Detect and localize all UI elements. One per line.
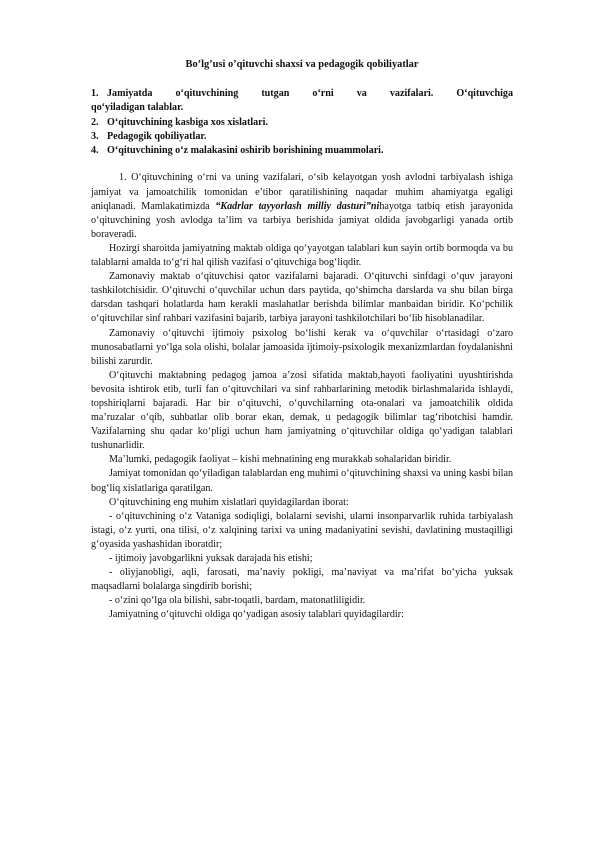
- outline-item-1: [91, 87, 513, 101]
- list-item-2: - ijtimoiy javobgarlikni yuksak darajada his etishi;: [109, 553, 313, 565]
- topic-outline: [91, 87, 513, 158]
- paragraph-4: Zamonaviy o‘qituvchi ijtimoiy psixolog bo‘lishi kerak va o‘quvchilar o‘rtasidagi o‘zaro munosabatlarni yo‘lga sola olishi, bolalar jamoasida ijtimoiy-psixologik mexanizmlardan foydalanishni bilishi zarurdir.: [91, 327, 513, 367]
- paragraph-9: Jamiyatning o‘qituvchi oldiga qo‘yadigan asosiy talablari quyidagilardir:: [109, 609, 404, 621]
- paragraph-1-text-end: hayotga tatbiq etish jarayonida o‘qituvchining yosh avlodga ta’lim va tarbiya berishida jamiyat oldida javobgarligi yanada ortib boraveradi.: [91, 200, 513, 240]
- paragraph-5: O‘qituvchi maktabning pedagog jamoa a’zosi sifatida maktab,hayoti faoliyatini uyushtirishda bevosita ishtirok etib, turli fan o‘qituvchilari va sinf rahbarlarining metodik birlashmalarida ishlaydi, topshiriqlarni bajaradi. Har bir o‘qituvchi, o‘quvchilarning ota-onalari va jamoatchilik oldida ma’ruzalar o‘qib, suhbatlar olib borar ekan, demak, u pedagogik bilimlar tag‘ribotchisi hamdir. Vazifalarning shu qadar ko‘pligi uchun ham jamiyatning o‘qituvchilar oldiga qo‘yadigan talablari tushunarlidir.: [91, 369, 513, 452]
- outline-text: O‘qituvchining kasbiga xos xislatlari.: [107, 116, 268, 128]
- outline-item-1-continuation: qo‘yiladigan talablar.: [91, 102, 184, 114]
- document-page: [91, 58, 513, 622]
- outline-number: 4.: [91, 145, 99, 157]
- outline-text: Jamiyatda o‘qituvchining tutgan o‘rni va vazifalari. O‘qituvchiga: [107, 88, 513, 99]
- page-title: Bo’lg’usi o’qituvchi shaxsi va pedagogik qobiliyatlar: [185, 59, 419, 70]
- paragraph-1: [91, 171, 513, 241]
- outline-text: Pedagogik qobiliyatlar.: [107, 130, 207, 142]
- outline-text: O‘qituvchining o‘z malakasini oshirib borishining muammolari.: [107, 145, 384, 157]
- outline-number: 2.: [91, 116, 99, 128]
- paragraph-6: Ma’lumki, pedagogik faoliyat – kishi mehnatining eng murakkab sohalaridan biridir.: [109, 454, 452, 466]
- outline-number: 1.: [91, 88, 99, 99]
- outline-number: 3.: [91, 130, 99, 142]
- list-item-3: - oliyjanobligi, aqli, farosati, ma’naviy pokligi, ma’naviyat va ma’rifat bo‘yicha yuksak maqsadlarni bolalarga singdirib borishi;: [91, 567, 513, 593]
- outline-item-3: [91, 130, 513, 144]
- list-item-4: - o‘zini qo‘lga ola bilishi, sabr-toqatli, bardam, matonatliligidir.: [109, 595, 366, 607]
- outline-item-2: [91, 116, 513, 130]
- paragraph-8: O‘qituvchining eng muhim xislatlari quyidagilardan iborat:: [109, 496, 349, 508]
- paragraph-3: Zamonaviy maktab o‘qituvchisi qator vazifalarni bajaradi. O‘qituvchi sinfdagi o‘quv jarayoni tashkilotchisidir. O‘qituvchi o‘quvchilar uchun dars paytida, qo‘shimcha darslarda va shu bilan birga darsdan tashqari holatlarda ham kerakli maslahatlar berishda bilimlar manbaidan biridir. Ko‘pchilik o‘qituvchilar sinf rahbari vazifasini bajarib, tarbiya jarayoni tashkilotchilari bo‘lib hisoblanadilar.: [91, 271, 513, 325]
- list-item-1: - o‘qituvchining o‘z Vataniga sodiqligi, bolalarni sevishi, ularni insonparvarlik ruhida tarbiyalash istagi, o‘z yurti, ona tilisi, o‘z xalqining tarixi va uning madaniyatini sevishi, davlatining mustaqilligi g‘oyasida yashashidan iboratdir;: [91, 510, 513, 550]
- outline-item-4: [91, 144, 513, 158]
- paragraph-7: Jamiyat tomonidan qo‘yiladigan talablardan eng muhimi o‘qituvchining shaxsi va uning kasbi bilan bog‘liq xislatlariga qaratilgan.: [91, 468, 513, 494]
- paragraph-1-text-start: 1. O‘qituvchining o‘rni va uning vazifalari, o‘sib kelayotgan yosh avlodni tarbiyalash ishiga jamiyat va jamoatchilik tomonidan e’tibor qaratilishining naqadar muhim ahamiyatga egaligi aniqlanadi. Mamlakatimizda: [91, 172, 513, 212]
- program-name-emphasis: “Kadrlar tayyorlash milliy dasturi”ni: [215, 200, 380, 212]
- paragraph-2: Hozirgi sharoitda jamiyatning maktab oldiga qo‘yayotgan talablari kun sayin ortib bormoqda va bu talablarni amalda to‘g‘ri hal qilish vazifasi o‘qituvchiga bog‘liqdir.: [91, 242, 513, 269]
